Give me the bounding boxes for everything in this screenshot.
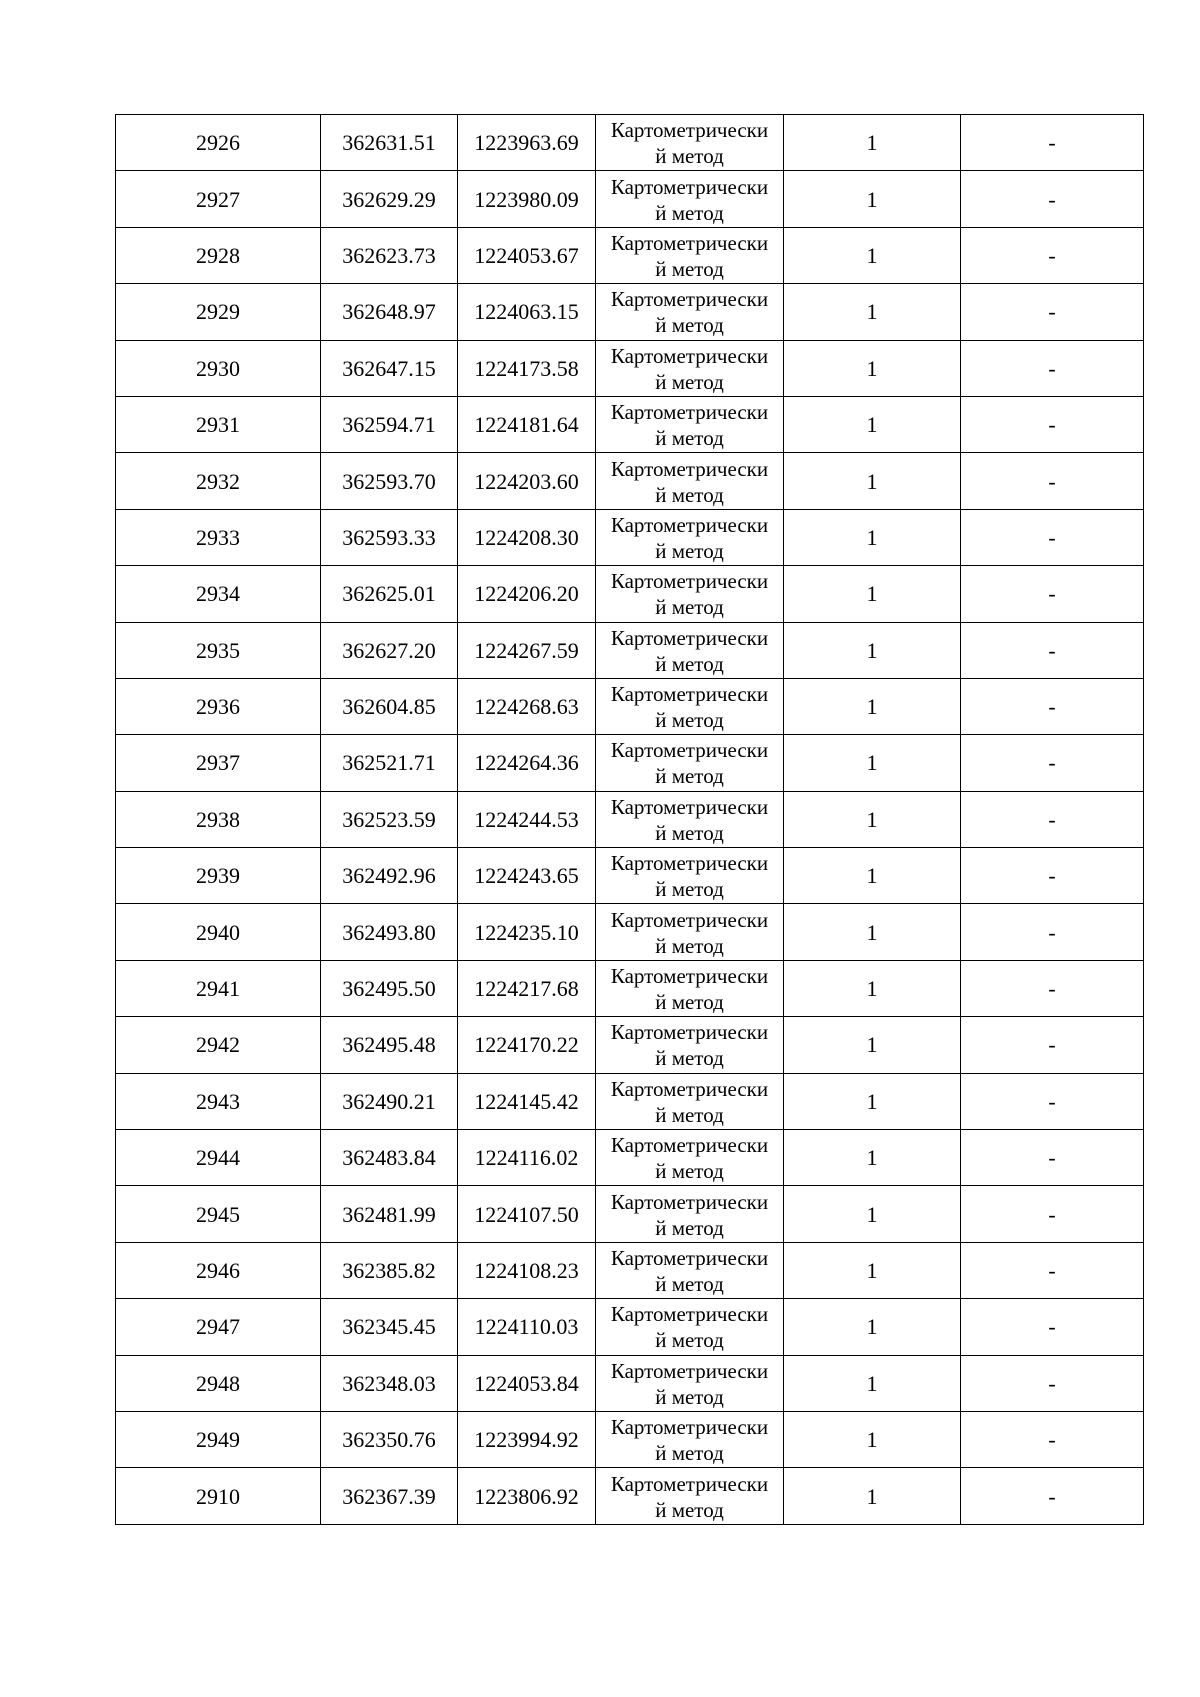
method-line-2: й метод [655,1159,724,1184]
point-number-cell: 2938 [116,791,321,847]
x-coordinate-cell: 362594.71 [321,396,458,452]
x-coordinate-cell: 362481.99 [321,1186,458,1242]
coordinates-table-body [116,115,1144,1525]
point-number-cell: 2932 [116,453,321,509]
method-cell [596,678,784,734]
method-line-2: й метод [655,877,724,902]
method-line-1: Картометрически [610,1415,769,1440]
method-line-2: й метод [655,651,724,676]
point-number-cell: 2943 [116,1073,321,1129]
method-line-2: й метод [655,426,724,451]
method-line-2: й метод [655,764,724,789]
y-coordinate-cell: 1224268.63 [458,678,596,734]
method-cell [596,453,784,509]
method-cell [596,622,784,678]
y-coordinate-cell: 1224116.02 [458,1130,596,1186]
note-cell: - [961,1073,1144,1129]
precision-cell: 1 [784,227,961,283]
method-line-2: й метод [655,538,724,563]
table-row [116,566,1144,622]
note-cell: - [961,791,1144,847]
y-coordinate-cell: 1224264.36 [458,735,596,791]
method-line-1: Картометрически [610,400,769,425]
table-row [116,340,1144,396]
y-coordinate-cell: 1224217.68 [458,960,596,1016]
method-cell [596,791,784,847]
point-number-cell: 2940 [116,904,321,960]
y-coordinate-cell: 1224267.59 [458,622,596,678]
point-number-cell: 2930 [116,340,321,396]
x-coordinate-cell: 362492.96 [321,848,458,904]
precision-cell: 1 [784,340,961,396]
x-coordinate-cell: 362495.50 [321,960,458,1016]
precision-cell: 1 [784,848,961,904]
x-coordinate-cell: 362483.84 [321,1130,458,1186]
table-row [116,904,1144,960]
x-coordinate-cell: 362647.15 [321,340,458,396]
point-number-cell: 2939 [116,848,321,904]
method-cell [596,509,784,565]
x-coordinate-cell: 362593.70 [321,453,458,509]
method-line-1: Картометрически [610,1358,769,1383]
table-row [116,1299,1144,1355]
note-cell: - [961,1242,1144,1298]
method-cell [596,115,784,171]
method-line-1: Картометрически [610,1076,769,1101]
x-coordinate-cell: 362348.03 [321,1355,458,1411]
precision-cell: 1 [784,453,961,509]
table-row [116,1411,1144,1467]
y-coordinate-cell: 1223980.09 [458,171,596,227]
precision-cell: 1 [784,1073,961,1129]
table-row [116,678,1144,734]
table-row [116,453,1144,509]
y-coordinate-cell: 1224243.65 [458,848,596,904]
method-cell [596,1073,784,1129]
precision-cell: 1 [784,1468,961,1524]
point-number-cell: 2946 [116,1242,321,1298]
point-number-cell: 2949 [116,1411,321,1467]
x-coordinate-cell: 362490.21 [321,1073,458,1129]
table-row [116,791,1144,847]
note-cell: - [961,1130,1144,1186]
note-cell: - [961,284,1144,340]
precision-cell: 1 [784,396,961,452]
point-number-cell: 2944 [116,1130,321,1186]
method-cell [596,904,784,960]
method-cell [596,171,784,227]
note-cell: - [961,227,1144,283]
method-cell [596,1355,784,1411]
x-coordinate-cell: 362604.85 [321,678,458,734]
precision-cell: 1 [784,1130,961,1186]
method-line-2: й метод [655,595,724,620]
y-coordinate-cell: 1224145.42 [458,1073,596,1129]
point-number-cell: 2927 [116,171,321,227]
precision-cell: 1 [784,791,961,847]
table-row [116,396,1144,452]
precision-cell: 1 [784,678,961,734]
x-coordinate-cell: 362627.20 [321,622,458,678]
y-coordinate-cell: 1224173.58 [458,340,596,396]
method-line-1: Картометрически [610,343,769,368]
method-line-1: Картометрически [610,964,769,989]
method-line-1: Картометрически [610,569,769,594]
table-row [116,960,1144,1016]
table-row [116,1186,1144,1242]
table-row [116,735,1144,791]
table-row [116,284,1144,340]
precision-cell: 1 [784,171,961,227]
method-line-1: Картометрически [610,1020,769,1045]
method-line-1: Картометрически [610,287,769,312]
x-coordinate-cell: 362648.97 [321,284,458,340]
point-number-cell: 2935 [116,622,321,678]
table-row [116,848,1144,904]
point-number-cell: 2945 [116,1186,321,1242]
note-cell: - [961,509,1144,565]
method-cell [596,284,784,340]
method-cell [596,960,784,1016]
x-coordinate-cell: 362367.39 [321,1468,458,1524]
point-number-cell: 2941 [116,960,321,1016]
method-line-1: Картометрически [610,1189,769,1214]
method-line-2: й метод [655,1102,724,1127]
method-cell [596,566,784,622]
note-cell: - [961,340,1144,396]
note-cell: - [961,396,1144,452]
point-number-cell: 2947 [116,1299,321,1355]
precision-cell: 1 [784,1299,961,1355]
precision-cell: 1 [784,1186,961,1242]
method-cell [596,1130,784,1186]
precision-cell: 1 [784,115,961,171]
method-line-2: й метод [655,200,724,225]
point-number-cell: 2931 [116,396,321,452]
precision-cell: 1 [784,960,961,1016]
y-coordinate-cell: 1224170.22 [458,1017,596,1073]
method-line-1: Картометрически [610,851,769,876]
point-number-cell: 2942 [116,1017,321,1073]
method-line-2: й метод [655,1328,724,1353]
x-coordinate-cell: 362493.80 [321,904,458,960]
method-line-1: Картометрически [610,118,769,143]
x-coordinate-cell: 362629.29 [321,171,458,227]
note-cell: - [961,1468,1144,1524]
method-cell [596,227,784,283]
y-coordinate-cell: 1224107.50 [458,1186,596,1242]
precision-cell: 1 [784,904,961,960]
x-coordinate-cell: 362623.73 [321,227,458,283]
method-cell [596,1186,784,1242]
y-coordinate-cell: 1224063.15 [458,284,596,340]
x-coordinate-cell: 362350.76 [321,1411,458,1467]
method-line-2: й метод [655,482,724,507]
precision-cell: 1 [784,735,961,791]
method-line-2: й метод [655,256,724,281]
point-number-cell: 2929 [116,284,321,340]
method-cell [596,1017,784,1073]
precision-cell: 1 [784,1017,961,1073]
precision-cell: 1 [784,566,961,622]
precision-cell: 1 [784,1411,961,1467]
note-cell: - [961,1186,1144,1242]
method-line-1: Картометрически [610,230,769,255]
note-cell: - [961,848,1144,904]
table-row [116,1073,1144,1129]
method-line-1: Картометрически [610,682,769,707]
point-number-cell: 2928 [116,227,321,283]
y-coordinate-cell: 1224203.60 [458,453,596,509]
x-coordinate-cell: 362625.01 [321,566,458,622]
note-cell: - [961,678,1144,734]
note-cell: - [961,171,1144,227]
x-coordinate-cell: 362631.51 [321,115,458,171]
y-coordinate-cell: 1224206.20 [458,566,596,622]
method-cell [596,848,784,904]
table-row [116,622,1144,678]
method-line-1: Картометрически [610,1471,769,1496]
method-line-2: й метод [655,708,724,733]
y-coordinate-cell: 1224053.84 [458,1355,596,1411]
y-coordinate-cell: 1224181.64 [458,396,596,452]
point-number-cell: 2933 [116,509,321,565]
method-line-2: й метод [655,820,724,845]
method-cell [596,735,784,791]
note-cell: - [961,1299,1144,1355]
method-line-1: Картометрически [610,512,769,537]
table-row [116,1130,1144,1186]
method-line-2: й метод [655,933,724,958]
x-coordinate-cell: 362523.59 [321,791,458,847]
method-line-1: Картометрически [610,1246,769,1270]
method-line-2: й метод [655,1215,724,1240]
method-cell [596,1242,784,1298]
y-coordinate-cell: 1224235.10 [458,904,596,960]
method-cell [596,1299,784,1355]
point-number-cell: 2910 [116,1468,321,1524]
method-cell [596,340,784,396]
method-line-1: Картометрически [610,1302,769,1327]
note-cell: - [961,960,1144,1016]
y-coordinate-cell: 1223963.69 [458,115,596,171]
method-line-2: й метод [655,1272,724,1296]
x-coordinate-cell: 362521.71 [321,735,458,791]
precision-cell: 1 [784,509,961,565]
point-number-cell: 2937 [116,735,321,791]
point-number-cell: 2934 [116,566,321,622]
table-row [116,1017,1144,1073]
y-coordinate-cell: 1224110.03 [458,1299,596,1355]
method-line-1: Картометрически [610,794,769,819]
method-line-2: й метод [655,144,724,169]
precision-cell: 1 [784,622,961,678]
x-coordinate-cell: 362385.82 [321,1242,458,1298]
note-cell: - [961,1411,1144,1467]
method-line-2: й метод [655,1046,724,1071]
method-line-2: й метод [655,990,724,1015]
method-cell [596,396,784,452]
y-coordinate-cell: 1224208.30 [458,509,596,565]
table-row [116,171,1144,227]
note-cell: - [961,1355,1144,1411]
note-cell: - [961,622,1144,678]
method-line-2: й метод [655,1497,724,1522]
x-coordinate-cell: 362345.45 [321,1299,458,1355]
method-cell [596,1468,784,1524]
x-coordinate-cell: 362593.33 [321,509,458,565]
note-cell: - [961,1017,1144,1073]
y-coordinate-cell: 1223994.92 [458,1411,596,1467]
method-line-1: Картометрически [610,1133,769,1158]
note-cell: - [961,453,1144,509]
y-coordinate-cell: 1223806.92 [458,1468,596,1524]
method-line-2: й метод [655,1384,724,1409]
table-row [116,509,1144,565]
point-number-cell: 2936 [116,678,321,734]
precision-cell: 1 [784,1242,961,1298]
method-line-1: Картометрически [610,174,769,199]
y-coordinate-cell: 1224108.23 [458,1242,596,1298]
y-coordinate-cell: 1224053.67 [458,227,596,283]
point-number-cell: 2926 [116,115,321,171]
note-cell: - [961,735,1144,791]
table-row [116,227,1144,283]
table-row [116,1242,1144,1298]
method-line-1: Картометрически [610,625,769,650]
method-line-2: й метод [655,313,724,338]
method-line-1: Картометрически [610,907,769,932]
note-cell: - [961,115,1144,171]
y-coordinate-cell: 1224244.53 [458,791,596,847]
precision-cell: 1 [784,1355,961,1411]
coordinates-table [115,114,1144,1525]
method-line-1: Картометрически [610,456,769,481]
method-line-2: й метод [655,369,724,394]
point-number-cell: 2948 [116,1355,321,1411]
table-row [116,1468,1144,1524]
method-cell [596,1411,784,1467]
note-cell: - [961,904,1144,960]
table-row [116,115,1144,171]
method-line-2: й метод [655,1441,724,1466]
note-cell: - [961,566,1144,622]
x-coordinate-cell: 362495.48 [321,1017,458,1073]
precision-cell: 1 [784,284,961,340]
table-row [116,1355,1144,1411]
method-line-1: Картометрически [610,738,769,763]
